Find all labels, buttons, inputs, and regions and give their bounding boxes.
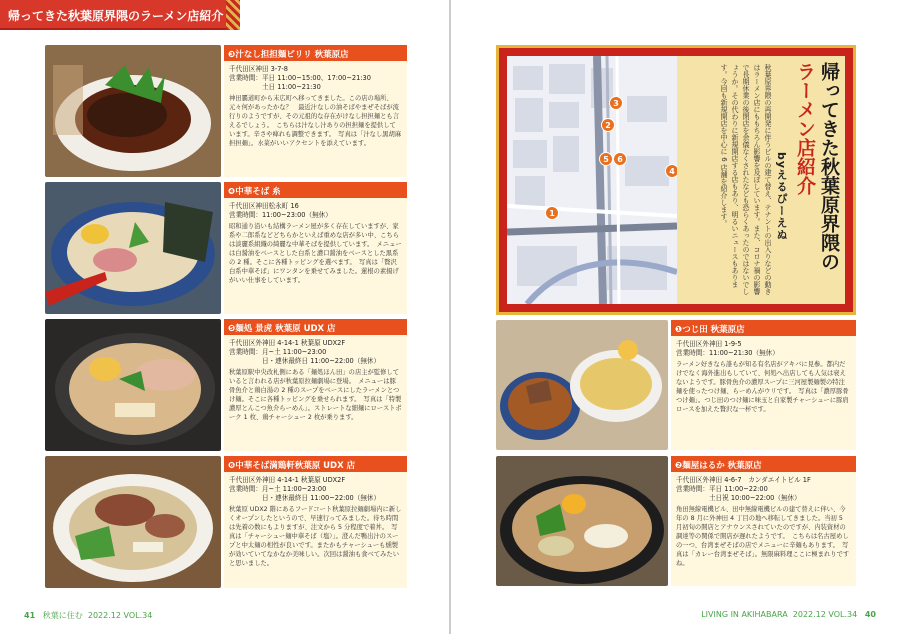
map-marker-5: 5 bbox=[599, 152, 613, 166]
ramen-photo bbox=[45, 182, 221, 314]
page-gutter bbox=[449, 0, 451, 634]
ramen-photo bbox=[496, 456, 668, 586]
feature-inner bbox=[507, 56, 845, 304]
ramen-photo bbox=[45, 319, 221, 451]
shop-hours: 日・連休最終日 11:00~22:00（無休） bbox=[229, 494, 381, 502]
shop-address: 千代田区外神田 4-14-1 秋葉原 UDX2F bbox=[229, 339, 346, 347]
shop-hours: 営業時間：平日 11:00~22:00 bbox=[676, 485, 768, 493]
page-number: 40 bbox=[864, 610, 876, 619]
shop-title: ❹中華そば 糸 bbox=[224, 182, 407, 198]
page-footer-left bbox=[24, 610, 152, 621]
shop-address: 千代田区外神田 1-9-5 bbox=[676, 340, 742, 348]
map-marker-3: 3 bbox=[609, 96, 623, 110]
article-body: 秋葉原 UDX2 階にあるフードコート秋葉原拉麺劇場内に新しくオープンしたというので、早速行ってみました。待ち時間は先着の数にもよりますが、注文から 5 分程度で着丼。 写真は「チャーシュー麺中華そば（塩）」。澄んだ鴨出汁のスープと中太麺の相性が良いです。またかもチャーシューも燻製が効いていてなかなか美味しい。次回は醤油も食べてみたいと思いました。 bbox=[229, 506, 402, 567]
magazine-brand: LIVING IN AKIHABARA bbox=[701, 610, 788, 619]
page-number: 41 bbox=[24, 611, 36, 620]
shop-title: ❻中華そば満鶏軒秋葉原 UDX 店 bbox=[224, 456, 407, 472]
page-footer-right bbox=[701, 610, 876, 619]
article-block bbox=[496, 456, 856, 586]
ramen-photo bbox=[496, 320, 668, 450]
shop-hours: 日・連休最終日 11:00~22:00（無休） bbox=[229, 357, 381, 365]
shop-hours: 営業時間：11:00~21:30（無休） bbox=[676, 349, 779, 357]
article-block bbox=[45, 456, 407, 588]
shop-title: ❷麺屋はるか 秋葉原店 bbox=[671, 456, 856, 472]
article-body: 秋葉原駅中央改札側にある「麺処ほん田」の店主が監修していると言われる店が秋葉原拉麺劇場に登場。 メニューは豚骨魚介と鶏白湯の 2 種のスープをベースにしたラーメンとつけ麺。そこに各種トッピングを乗せられます。 写真は「特製濃厚とんこつ魚介らーめん」。ストレートな細麺にローストポーク 1 枚、鶏チャーシュー 2 枚が乗ります。 bbox=[229, 369, 402, 421]
map-marker-4: 4 bbox=[665, 164, 677, 178]
article-block bbox=[496, 320, 856, 450]
magazine-name: 秋葉に住む bbox=[42, 611, 83, 620]
shop-hours: 営業時間：11:00~23:00（無休） bbox=[229, 211, 332, 219]
ramen-photo bbox=[45, 456, 221, 588]
shop-hours: 営業時間：月~土 11:00~23:00 bbox=[229, 485, 327, 493]
page-banner: 帰ってきた秋葉原界隈のラーメン店紹介 bbox=[0, 0, 226, 30]
article-info bbox=[224, 45, 407, 177]
shop-title: ❺麺処 景虎 秋葉原 UDX 店 bbox=[224, 319, 407, 335]
feature-title-line2: ラーメン店紹介 bbox=[794, 62, 816, 195]
feature-intro: 秋葉原界隈の再開発に伴うビルの建て替え、テナントの出入りなどの動きはラーメン店にももちろん影響を及ぼしています。また、コロナ禍の影響で長期休業の後閉店を余儀なくされたなども恐らくあったのではないでしょうか。その代わりに新規開店する店もあり、明るいニュースもあります。今回も新規開店を中心に 6 店舗を紹介します。 bbox=[720, 64, 772, 295]
shop-address: 千代田区神田松永町 16 bbox=[229, 202, 299, 210]
article-body: 角田無線電機ビル、田中無線電機ビルの建て替えに伴い、今年の 8 月に外神田 4 丁目の地へ移転してきました。当初 5 月初旬の開店とアナウンスされていたのですが、内装資材の調達等の関係で開店が遅れたようです。 こちらは名古屋めしの一つ、台湾まぜそばの店でメニューに辛麺もあります。 写真は「カレー台湾まぜそば」。無限麻料理ここに極まれりですね。 bbox=[676, 506, 850, 567]
issue-number: 2022.12 VOL.34 bbox=[792, 610, 858, 619]
issue-number: 2022.12 VOL.34 bbox=[87, 611, 153, 620]
shop-address: 千代田区外神田 4-6-7 カンダエイトビル 1F bbox=[676, 476, 811, 484]
article-block bbox=[45, 319, 407, 451]
feature-byline: byえるぴーえぬ bbox=[775, 152, 788, 242]
article-info bbox=[224, 182, 407, 314]
shop-hours: 営業時間：平日 11:00~15:00、17:00~21:30 bbox=[229, 74, 371, 82]
feature-title bbox=[793, 62, 841, 302]
article-body: ラーメン好きなら誰もが知る有名店がアキバに見参。都内だけでなく海外進出もしていて、何処へ出店しても人気は衰えないようです。豚骨魚介の濃厚スープに三河屋製麺製の特注麺を使ったつけ麺、らーめんがウリです。 写真は「濃厚豚骨つけ麺」。つじ田のつけ麺に味玉と自家製チャーシューに豚肩ロースを加えた贅沢な一杯です。 bbox=[676, 361, 849, 413]
shop-hours: 土日 11:00~21:30 bbox=[229, 83, 321, 91]
article-info bbox=[671, 456, 856, 586]
feature-title-line1: 帰ってきた秋葉原界隈の bbox=[818, 62, 840, 271]
shop-title: ❸汁なし担担麺ピリリ 秋葉原店 bbox=[224, 45, 407, 61]
map-marker-2: 2 bbox=[601, 118, 615, 132]
article-info bbox=[224, 319, 407, 451]
article-info bbox=[224, 456, 407, 588]
area-map bbox=[507, 56, 677, 304]
banner-pattern bbox=[226, 0, 240, 30]
article-body: 神田覇道町から末広町へ移ってきました。この店の場所、元々何があったかな？ 最近汁なしの油そばやまぜそばが流行りのようですが、その元祖的な存在がけなし担担麺とも言えるでしょう。 こちらは汁なし汁ありの担担麺を提供しています。辛さや痺れも調整できます。 写真は「汁なし黒胡麻担担麺」。水菜がいいアクセントを添えています。 bbox=[229, 95, 402, 147]
shop-hours: 土日祝 10:00~22:00（無休） bbox=[676, 494, 801, 502]
map-marker-1: 1 bbox=[545, 206, 559, 220]
shop-address: 千代田区神田 3-7-8 bbox=[229, 65, 289, 73]
shop-title: ❶つじ田 秋葉原店 bbox=[671, 320, 856, 336]
article-body: 昭和通り沿いも結構ラーメン屋が多く存在していますが、家系や二郎系などどちらかといえば重めな店が多い中、こちらは淡麗系組織の綺麗な中華そばを提供しています。 メニューは白醤油をベースとした白系と濃口醤油をベースとした黒系の 2 種。そこに各種トッピングを選べます。 写真は「贅沢白系中華そば」にワンタンを乗せてみました。蓮根の素揚げがいい仕事をしています。 bbox=[229, 223, 402, 284]
shop-address: 千代田区外神田 4-14-1 秋葉原 UDX2F bbox=[229, 476, 346, 484]
feature-text-area bbox=[677, 56, 845, 304]
feature-panel bbox=[496, 45, 856, 315]
article-info bbox=[671, 320, 856, 450]
ramen-photo bbox=[45, 45, 221, 177]
article-block bbox=[45, 45, 407, 177]
map-marker-6: 6 bbox=[613, 152, 627, 166]
article-block bbox=[45, 182, 407, 314]
shop-hours: 営業時間：月~土 11:00~23:00 bbox=[229, 348, 327, 356]
